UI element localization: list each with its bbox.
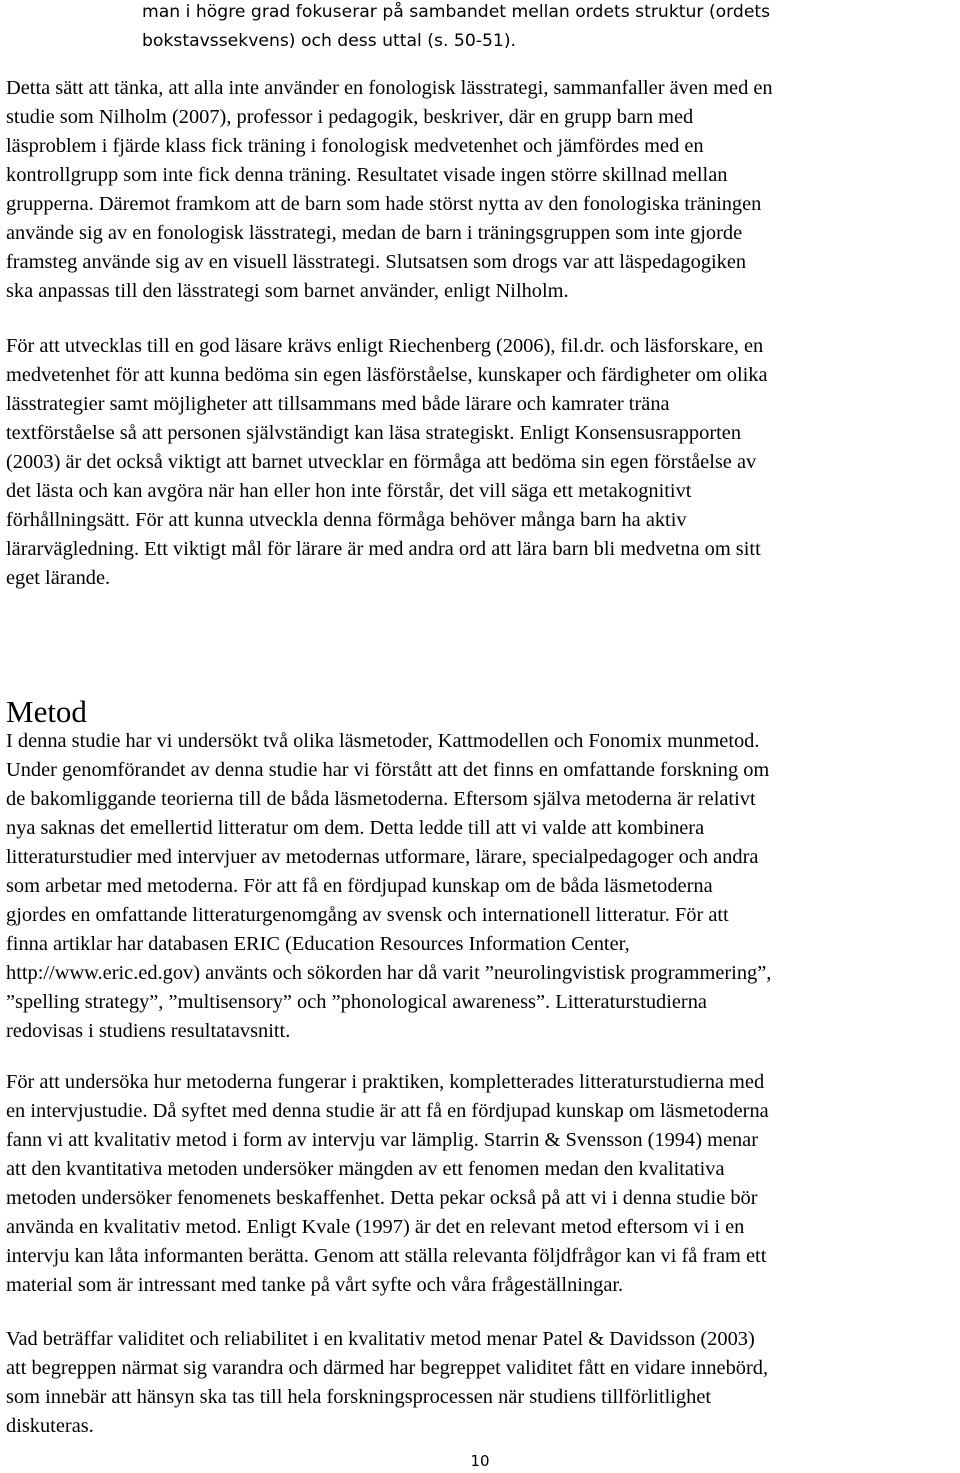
text-line: (2003) är det också viktigt att barnet utvecklar en förmåga att bedöma sin egen förståelse av [6,451,757,473]
page-number: 10 [470,1452,490,1470]
text-line: det lästa och kan avgöra när han eller hon inte förstår, det vill säga ett metakognitivt [6,480,692,502]
text-line: att begreppen närmat sig varandra och därmed har begreppet validitet fått en vidare innebörd, [6,1357,769,1379]
text-line: material som är intressant med tanke på vårt syfte och våra frågeställningar. [6,1274,624,1296]
text-line: nya saknas det emellertid litteratur om dem. Detta ledde till att vi valde att kombinera [6,817,705,839]
text-line: använda en kvalitativ metod. Enligt Kvale (1997) är det en relevant metod eftersom vi i en [6,1216,745,1238]
text-line: För att utvecklas till en god läsare krävs enligt Riechenberg (2006), fil.dr. och läsforskare, en [6,335,764,357]
text-line: textförståelse så att personen självständigt kan läsa strategiskt. Enligt Konsensusrapporten [6,422,742,444]
text-line: redovisas i studiens resultatavsnitt. [6,1020,291,1042]
text-line: finna artiklar har databasen ERIC (Education Resources Information Center, [6,933,630,955]
text-line: som arbetar med metoderna. För att få en fördjupad kunskap om de båda läsmetoderna [6,875,713,897]
section-heading: Metod [6,693,87,729]
text-line: eget lärande. [6,567,111,589]
text-line: grupperna. Däremot framkom att de barn som hade störst nytta av den fonologiska träningen [6,193,762,215]
text-line: studie som Nilholm (2007), professor i pedagogik, beskriver, där en grupp barn med [6,106,694,128]
text-line: Detta sätt att tänka, att alla inte använder en fonologisk lässtrategi, sammanfaller även med en [6,77,773,99]
text-line: de bakomliggande teorierna till de båda läsmetoderna. Eftersom själva metoderna är relativt [6,788,756,810]
text-line: http://www.eric.ed.gov) använts och sökorden har då varit ”neurolingvistisk programmering”, [6,962,772,984]
text-line: kontrollgrupp som inte fick denna träning. Resultatet visade ingen större skillnad mellan [6,164,728,186]
text-line: diskuteras. [6,1415,94,1437]
text-line: litteraturstudier med intervjuer av metodernas utformare, lärare, specialpedagoger och andra [6,846,759,868]
text-line: att den kvantitativa metoden undersöker mängden av ett fenomen medan den kvalitativa [6,1158,725,1180]
text-line: bokstavssekvens) och dess uttal (s. 50-51). [142,31,516,51]
paragraph-4 [6,1068,956,1300]
text-line: ”spelling strategy”, ”multisensory” och ”phonological awareness”. Litteraturstudierna [6,991,707,1013]
text-line: metoden undersöker fenomenets beskaffenhet. Detta pekar också på att vi i denna studie bör [6,1187,758,1209]
text-line: man i högre grad fokuserar på sambandet mellan ordets struktur (ordets [142,2,771,22]
text-line: läsproblem i fjärde klass fick träning i fonologisk medvetenhet och jämfördes med en [6,135,704,157]
text-line: lässtrategier samt möjligheter att tillsammans med både lärare och kamrater träna [6,393,670,415]
text-line: Under genomförandet av denna studie har vi förstått att det finns en omfattande forskning om [6,759,770,781]
text-line: ska anpassas till den lässtrategi som barnet använder, enligt Nilholm. [6,280,569,302]
text-line: en intervjustudie. Då syftet med denna studie är att få en fördjupad kunskap om läsmetoderna [6,1100,769,1122]
text-line: gjordes en omfattande litteraturgenomgång av svensk och internationell litteratur. För att [6,904,729,926]
text-line: lärarvägledning. Ett viktigt mål för lärare är med andra ord att lära barn bli medvetna om sitt [6,538,761,560]
paragraph-2 [6,332,956,593]
text-line: intervju kan låta informanten berätta. Genom att ställa relevanta följdfrågor kan vi få fram ett [6,1245,767,1267]
text-line: framsteg använde sig av en visuell lässtrategi. Slutsatsen som drogs var att läspedagogiken [6,251,747,273]
text-line: fann vi att kvalitativ metod i form av intervju var lämplig. Starrin & Svensson (1994) menar [6,1129,759,1151]
text-line: I denna studie har vi undersökt två olika läsmetoder, Kattmodellen och Fonomix munmetod. [6,730,760,752]
text-line: medvetenhet för att kunna bedöma sin egen läsförståelse, kunskaper och färdigheter om olika [6,364,768,386]
text-line: använde sig av en fonologisk lässtrategi, medan de barn i träningsgruppen som inte gjorde [6,222,743,244]
text-line: För att undersöka hur metoderna fungerar i praktiken, kompletterades litteraturstudierna med [6,1071,765,1093]
paragraph-1 [6,74,956,306]
paragraph-5 [6,1325,956,1441]
continued-quote [6,0,956,56]
text-line: Vad beträffar validitet och reliabilitet i en kvalitativ metod menar Patel & Davidsson (2003) [6,1328,755,1350]
text-line: som innebär att hänsyn ska tas till hela forskningsprocessen när studiens tillförlitlighet [6,1386,712,1408]
text-line: förhållningsätt. För att kunna utveckla denna förmåga behöver många barn ha aktiv [6,509,687,531]
paragraph-3 [6,727,956,1046]
